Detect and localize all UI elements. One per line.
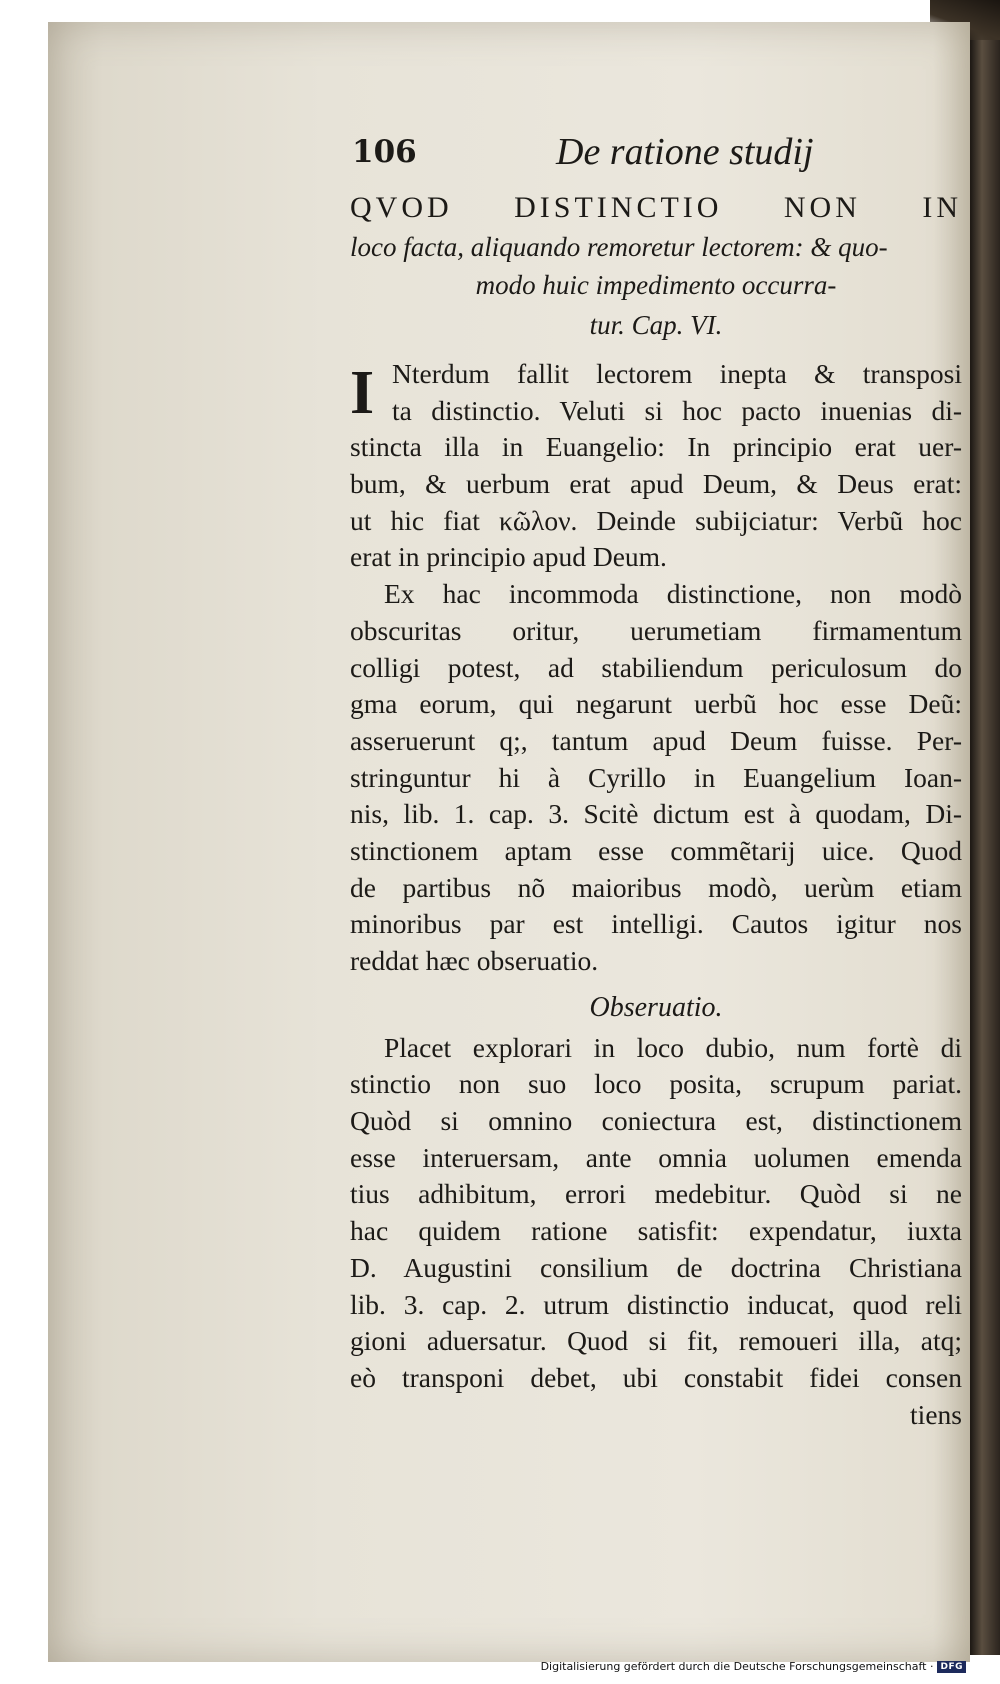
text-line: de partibus nõ maioribus modò, uerùm etiam xyxy=(350,871,962,903)
text-line: stringuntur hi à Cyrillo in Euangelium Ioan- xyxy=(350,761,962,793)
text-line: colligi potest, ad stabiliendum periculosum do xyxy=(350,651,962,683)
chapter-title-italic xyxy=(350,228,962,344)
text-line: Ex hac incommoda distinctione, non modò xyxy=(384,578,962,610)
text-line: erat in principio apud Deum. xyxy=(350,541,667,573)
drop-cap-initial: I xyxy=(350,359,375,427)
text-line: ut hic fiat κῶλον. Deinde subijciatur: Verbũ hoc xyxy=(350,504,962,536)
page-number: 106 xyxy=(352,134,417,170)
text-line: esse interuersam, ante omnia uolumen emenda xyxy=(350,1141,962,1173)
text-line: lib. 3. cap. 2. utrum distinctio inducat, quod reli xyxy=(350,1288,962,1320)
digitization-credit xyxy=(541,1660,966,1673)
text-line: obscuritas oritur, uerumetiam firmamentum xyxy=(350,614,962,646)
paragraph-1 xyxy=(350,356,962,1433)
text-line: ta distinctio. Veluti si hoc pacto inuenias di- xyxy=(392,394,962,426)
chapter-title-line: loco facta, aliquando remoretur lectorem: & quo- xyxy=(350,232,888,262)
text-line: bum, & uerbum erat apud Deum, & Deus erat: xyxy=(350,468,962,500)
text-line: eò transponi debet, ubi constabit fidei consen xyxy=(350,1361,962,1393)
text-line: tius adhibitum, errori medebitur. Quòd si ne xyxy=(350,1178,962,1210)
credit-text: Digitalisierung gefördert durch die Deutsche Forschungsgemeinschaft · xyxy=(540,1660,934,1673)
text-block xyxy=(350,130,962,1433)
text-line: gma eorum, qui negarunt uerbũ hoc esse Deũ: xyxy=(350,688,962,720)
text-line: reddat hæc obseruatio. xyxy=(350,945,599,976)
dropcap-block xyxy=(350,356,962,429)
text-line: D. Augustini consilium de doctrina Christiana xyxy=(350,1251,962,1283)
text-line: gioni aduersatur. Quod si fit, remoueri illa, atq; xyxy=(350,1325,962,1357)
dfg-logo: DFG xyxy=(937,1661,966,1673)
text-line: nis, lib. 1. cap. 3. Scitè dictum est à quodam, Di- xyxy=(350,798,962,830)
text-line: asseruerunt q;, tantum apud Deum fuisse. Per- xyxy=(350,724,962,756)
running-title: De ratione studij xyxy=(556,131,814,173)
chapter-title-caps: QVOD DISTINCTIO NON IN xyxy=(350,191,962,224)
text-line: stinctio non suo loco posita, scrupum pariat. xyxy=(350,1068,962,1100)
text-line: minoribus par est intelligi. Cautos igitur nos xyxy=(350,908,962,940)
text-line: Placet explorari in loco dubio, num fortè di xyxy=(384,1031,962,1063)
running-head xyxy=(350,130,962,180)
text-line: hac quidem ratione satisfit: expendatur, iuxta xyxy=(350,1215,962,1247)
observatio-heading: Obseruatio. xyxy=(589,991,723,1023)
text-line: stinctionem aptam esse commẽtarij uice. Quod xyxy=(350,834,962,866)
chapter-title-line: modo huic impedimento occurra- xyxy=(475,270,837,300)
text-line: stincta illa in Euangelio: In principio erat uer- xyxy=(350,431,962,463)
catchword: tiens xyxy=(910,1398,962,1430)
text-line: Quòd si omnino coniectura est, distinctionem xyxy=(350,1105,962,1137)
chapter-title-line: tur. Cap. VI. xyxy=(589,310,723,340)
text-line: Nterdum fallit lectorem inepta & transposi xyxy=(392,358,962,389)
